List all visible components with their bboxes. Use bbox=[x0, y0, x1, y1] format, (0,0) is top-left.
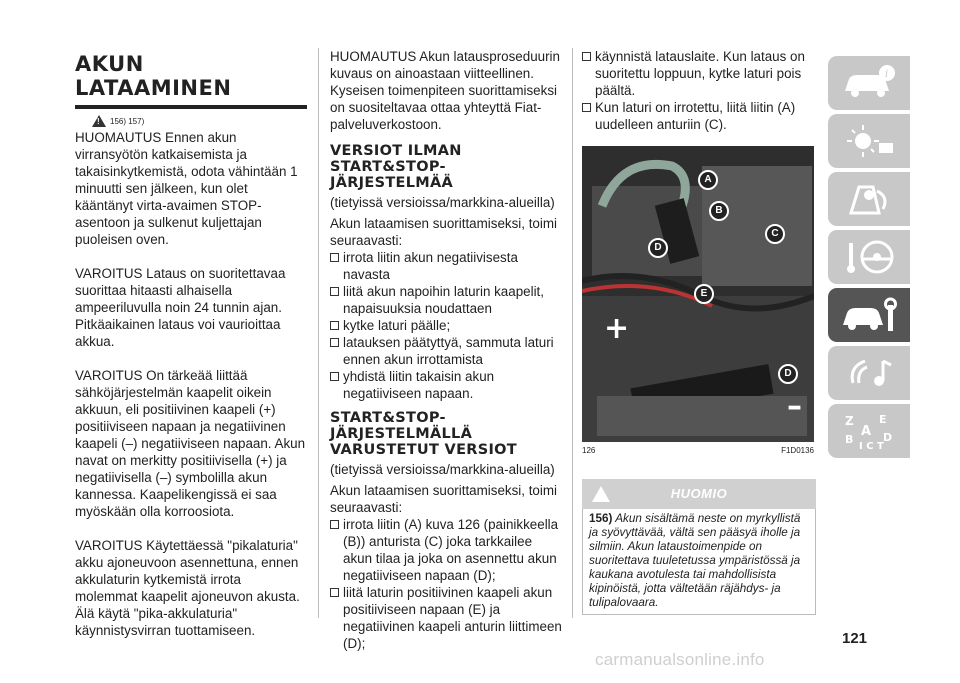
svg-text:A: A bbox=[861, 424, 872, 439]
note-paragraph: HUOMAUTUS Ennen akun virransyötön katkaisemista ja takaisinkytkemistä, odota vähintään 1 minuutti sen jälkeen, kun olet kääntänyt virta-avaimen STOP-asentoon ja sulkenut kuljettajan puoleisen oven. bbox=[75, 130, 298, 247]
alphabet-index-icon bbox=[839, 411, 899, 451]
column-2 bbox=[330, 48, 562, 652]
svg-text:Z: Z bbox=[845, 414, 854, 428]
column-divider bbox=[572, 48, 573, 618]
title-rule bbox=[75, 105, 307, 109]
list-item: irrota liitin akun negatiivisesta navasta bbox=[330, 249, 562, 283]
procedure-lead: Akun lataamisen suorittamiseksi, toimi seuraavasti: bbox=[330, 483, 557, 515]
figure-caption bbox=[582, 446, 814, 455]
checkbox-bullet-icon bbox=[330, 321, 339, 330]
airbag-safety-icon bbox=[839, 179, 899, 219]
section-subtitle: (tietyissä versioissa/markkina-alueilla) bbox=[330, 462, 555, 477]
battery-charging-photo bbox=[582, 146, 814, 442]
intro-paragraph: HUOMAUTUS Akun latausproseduurin kuvaus on ainoastaan viitteellinen. Kyseisen toimenpiteen suorittamiseksi on suositeltavaa ottaa yhteyttä Fiat-palveluverkostoon. bbox=[330, 49, 560, 132]
checkbox-bullet-icon bbox=[330, 520, 339, 529]
list-item: yhdistä liitin takaisin akun negatiiviseen napaan. bbox=[330, 368, 562, 402]
car-wrench-icon bbox=[839, 295, 899, 335]
warning-note-label: HUOMIO bbox=[670, 486, 728, 501]
page-number: 121 bbox=[842, 630, 868, 647]
checkbox-bullet-icon bbox=[330, 372, 339, 381]
list-item: Kun laturi on irrotettu, liitä liitin (A) uudelleen anturiin (C). bbox=[582, 99, 822, 133]
figure-number: 126 bbox=[582, 446, 596, 455]
plus-symbol: + bbox=[604, 311, 630, 346]
column-divider bbox=[318, 48, 319, 618]
tab-dashboard-lights[interactable] bbox=[828, 114, 910, 168]
warning-icon bbox=[92, 115, 106, 127]
checkbox-bullet-icon bbox=[330, 588, 339, 597]
dashboard-lights-icon bbox=[839, 121, 899, 161]
callout-label: D bbox=[648, 238, 668, 258]
callout-label: A bbox=[698, 170, 718, 190]
tab-car-info[interactable] bbox=[828, 56, 910, 110]
tab-airbag-safety[interactable] bbox=[828, 172, 910, 226]
section-subtitle: (tietyissä versioissa/markkina-alueilla) bbox=[330, 195, 555, 210]
svg-text:I C T: I C T bbox=[859, 441, 884, 451]
tab-steering-key[interactable] bbox=[828, 230, 910, 284]
steering-key-icon bbox=[839, 237, 899, 277]
warning-refs bbox=[92, 115, 307, 127]
warning-ref-numbers: 156) 157) bbox=[110, 116, 145, 126]
svg-text:D: D bbox=[883, 431, 893, 444]
svg-text:E: E bbox=[879, 413, 887, 426]
multimedia-icon bbox=[839, 353, 899, 393]
warning-note-header bbox=[582, 479, 816, 509]
callout-label: E bbox=[694, 284, 714, 304]
note-text: Akun sisältämä neste on myrkyllistä ja syövyttävää, vältä sen pääsyä iholle ja silmiin. Akun lataustoimenpide on suoritettava tuuletetussa ympäristössä ja kaukana avotulesta tai mahdollisista kipinöistä, jotta vältetään räjähdys- ja tulipalovaara. bbox=[589, 512, 801, 609]
checkbox-bullet-icon bbox=[330, 287, 339, 296]
list-item: latauksen päätyttyä, sammuta laturi ennen akun irrottamista bbox=[330, 334, 562, 368]
section-heading: VERSIOT ILMAN START&STOP-JÄRJESTELMÄÄ bbox=[330, 143, 462, 191]
procedure-lead: Akun lataamisen suorittamiseksi, toimi seuraavasti: bbox=[330, 216, 557, 248]
car-info-icon bbox=[839, 63, 899, 103]
checkbox-bullet-icon bbox=[330, 253, 339, 262]
chapter-tabs bbox=[828, 56, 910, 462]
warning-paragraph: VAROITUS On tärkeää liittää sähköjärjestelmän kaapelit oikein akkuun, eli positiivinen kaapeli (+) positiiviseen napaan ja negatiivinen kaapeli (–) negatiiviseen napaan. Akun navat on merkitty positiivisella (+) ja negatiivisella (–) symbolilla akun kannessa. Kaapelikengissä ei saa myöskään olla korroosiota. bbox=[75, 368, 306, 519]
callout-label: C bbox=[765, 224, 785, 244]
list-item: käynnistä latauslaite. Kun lataus on suoritettu loppuun, kytke laturi pois päältä. bbox=[582, 48, 822, 99]
tab-multimedia[interactable] bbox=[828, 346, 910, 400]
checkbox-bullet-icon bbox=[582, 52, 591, 61]
list-item: irrota liitin (A) kuva 126 (painikkeella (B)) anturista (C) joka tarkkailee akun tilaa ja joka on asennettu akun negatiiviseen napaan (D); bbox=[330, 516, 562, 584]
checkbox-bullet-icon bbox=[330, 338, 339, 347]
callout-label: D bbox=[778, 364, 798, 384]
warning-note-box bbox=[582, 479, 816, 615]
warning-paragraph: VAROITUS Käytettäessä "pikalaturia" akku ajoneuvoon asennettuna, ennen akkulaturin kytkemistä irrota molemmat kaapelit ajoneuvon akusta. Älä käytä "pika-akkulaturia" käynnistysvirran tuottamiseen. bbox=[75, 538, 300, 638]
warning-note-body bbox=[582, 509, 816, 615]
column-3 bbox=[582, 48, 822, 615]
svg-text:i: i bbox=[885, 69, 889, 80]
tab-alphabet-index[interactable] bbox=[828, 404, 910, 458]
section-heading: START&STOP-JÄRJESTELMÄLLÄ VARUSTETUT VERSIOT bbox=[330, 410, 517, 458]
figure-code: F1D0136 bbox=[781, 446, 814, 455]
minus-symbol: – bbox=[787, 389, 802, 424]
warning-paragraph: VAROITUS Lataus on suoritettavaa suorittaa hitaasti alhaisella ampeeriluvulla noin 24 tunnin ajan. Pitkäaikainen lataus voi vaurioittaa akkua. bbox=[75, 266, 286, 349]
callout-label: B bbox=[709, 201, 729, 221]
footer-watermark: carmanualsonline.info bbox=[595, 650, 765, 669]
page-title: AKUN LATAAMINEN bbox=[75, 52, 232, 100]
list-item: liitä akun napoihin laturin kaapelit, napaisuuksia noudattaen bbox=[330, 283, 562, 317]
tab-car-wrench[interactable] bbox=[828, 288, 910, 342]
note-number: 156) bbox=[589, 512, 613, 525]
list-item: liitä laturin positiivinen kaapeli akun positiiviseen napaan (E) ja negatiivinen kaapeli anturin liittimeen (D); bbox=[330, 584, 562, 652]
column-1 bbox=[75, 52, 307, 639]
svg-text:B: B bbox=[845, 433, 854, 446]
list-item: kytke laturi päälle; bbox=[330, 317, 562, 334]
checkbox-bullet-icon bbox=[582, 103, 591, 112]
